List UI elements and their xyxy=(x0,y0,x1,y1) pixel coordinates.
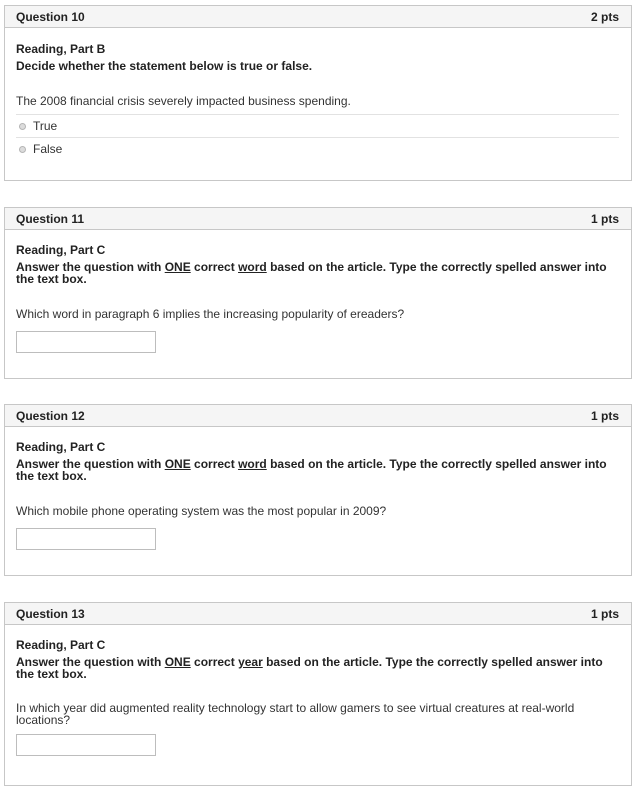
question-header xyxy=(5,208,631,230)
question-title: Question 10 xyxy=(16,9,85,24)
question-header xyxy=(5,6,631,28)
question-12 xyxy=(4,404,632,576)
option-false[interactable] xyxy=(16,137,619,160)
question-13 xyxy=(4,602,632,786)
question-points: 1 pts xyxy=(590,606,619,621)
question-header xyxy=(5,405,631,427)
question-points: 2 pts xyxy=(590,9,619,24)
option-true[interactable] xyxy=(16,114,619,137)
question-instruction: Decide whether the statement below is true or false. xyxy=(16,59,313,73)
question-prompt: In which year did augmented reality technology start to allow gamers to see virtual creatures at real-world locations? xyxy=(16,701,575,727)
question-statement: The 2008 financial crisis severely impacted business spending. xyxy=(16,94,351,108)
question-part: Reading, Part C xyxy=(16,440,106,454)
question-part: Reading, Part B xyxy=(16,42,106,56)
question-instruction: Answer the question with ONE correct word based on the article. Type the correctly spelled answer into the text box. xyxy=(16,260,607,286)
answer-input[interactable] xyxy=(16,331,156,353)
question-points: 1 pts xyxy=(590,408,619,423)
question-title: Question 11 xyxy=(16,211,85,226)
question-prompt: Which mobile phone operating system was the most popular in 2009? xyxy=(16,504,387,518)
question-title: Question 13 xyxy=(16,606,85,621)
question-header xyxy=(5,603,631,625)
question-points: 1 pts xyxy=(590,211,619,226)
question-part: Reading, Part C xyxy=(16,243,106,257)
question-prompt: Which word in paragraph 6 implies the increasing popularity of ereaders? xyxy=(16,307,405,321)
option-label: False xyxy=(33,142,63,156)
question-instruction: Answer the question with ONE correct year based on the article. Type the correctly spelled answer into the text box. xyxy=(16,655,603,681)
radio-button[interactable] xyxy=(19,123,26,130)
question-part: Reading, Part C xyxy=(16,638,106,652)
option-label: True xyxy=(33,119,58,133)
answer-input[interactable] xyxy=(16,528,156,550)
question-instruction: Answer the question with ONE correct word based on the article. Type the correctly spelled answer into the text box. xyxy=(16,457,607,483)
answer-input[interactable] xyxy=(16,734,156,756)
question-10 xyxy=(4,5,632,181)
question-title: Question 12 xyxy=(16,408,85,423)
radio-button[interactable] xyxy=(19,146,26,153)
question-11 xyxy=(4,207,632,379)
